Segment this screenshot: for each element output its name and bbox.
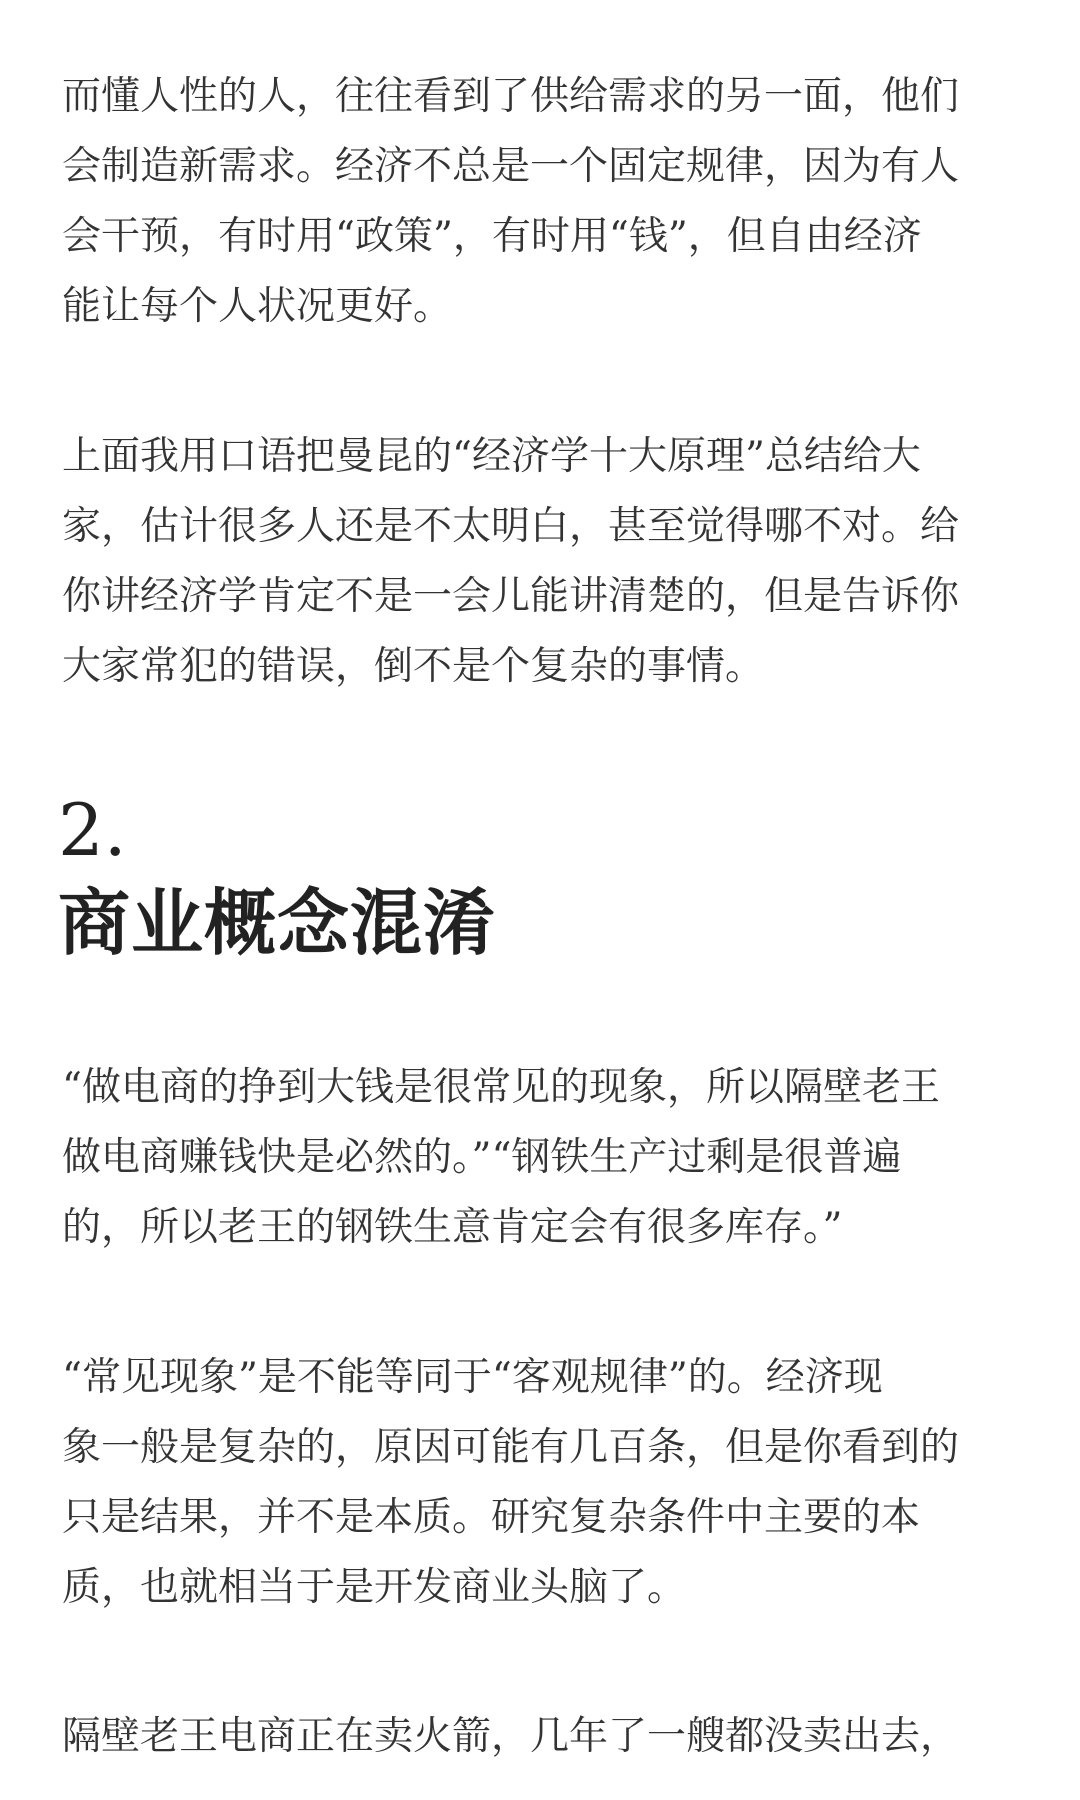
paragraph-common-examples <box>62 1053 1022 1263</box>
section-title: 商业概念混淆 <box>58 880 497 965</box>
text-line: 隔壁老王电商正在卖火箭，几年了一艘都没卖出去， <box>62 1714 960 1759</box>
paragraph-phenomena-and-rules <box>62 1343 1022 1623</box>
paragraph-economics-principles <box>62 422 1022 702</box>
text-line: 而懂人性的人，往往看到了供给需求的另一面，他们 <box>62 74 960 119</box>
text-line: 家，估计很多人还是不太明白，甚至觉得哪不对。给 <box>62 504 960 549</box>
text-line: 能让每个人状况更好。 <box>62 284 453 329</box>
text-line: 大家常犯的错误，倒不是个复杂的事情。 <box>62 644 765 689</box>
text-line: 象一般是复杂的，原因可能有几百条，但是你看到的 <box>62 1425 960 1470</box>
text-line: 会制造新需求。经济不总是一个固定规律，因为有人 <box>62 144 960 189</box>
text-line: 会干预，有时用“政策”，有时用“钱”，但自由经济 <box>62 214 922 259</box>
text-line: 只是结果，并不是本质。研究复杂条件中主要的本 <box>62 1495 921 1540</box>
text-line: “常见现象”是不能等同于“客观规律”的。经济现 <box>62 1355 883 1400</box>
text-line: 你讲经济学肯定不是一会儿能讲清楚的，但是告诉你 <box>62 574 960 619</box>
paragraph-supply-demand <box>62 62 1022 342</box>
text-line: “做电商的挣到大钱是很常见的现象，所以隔壁老王 <box>62 1065 940 1110</box>
section-number: 2. <box>58 788 127 872</box>
text-line: 的，所以老王的钢铁生意肯定会有很多库存。” <box>62 1205 843 1250</box>
paragraph-rocket-example <box>62 1702 1022 1772</box>
text-line: 质，也就相当于是开发商业头脑了。 <box>62 1565 687 1610</box>
text-line: 上面我用口语把曼昆的“经济学十大原理”总结给大 <box>62 434 921 479</box>
text-line: 做电商赚钱快是必然的。”“钢铁生产过剩是很普遍 <box>62 1135 902 1180</box>
